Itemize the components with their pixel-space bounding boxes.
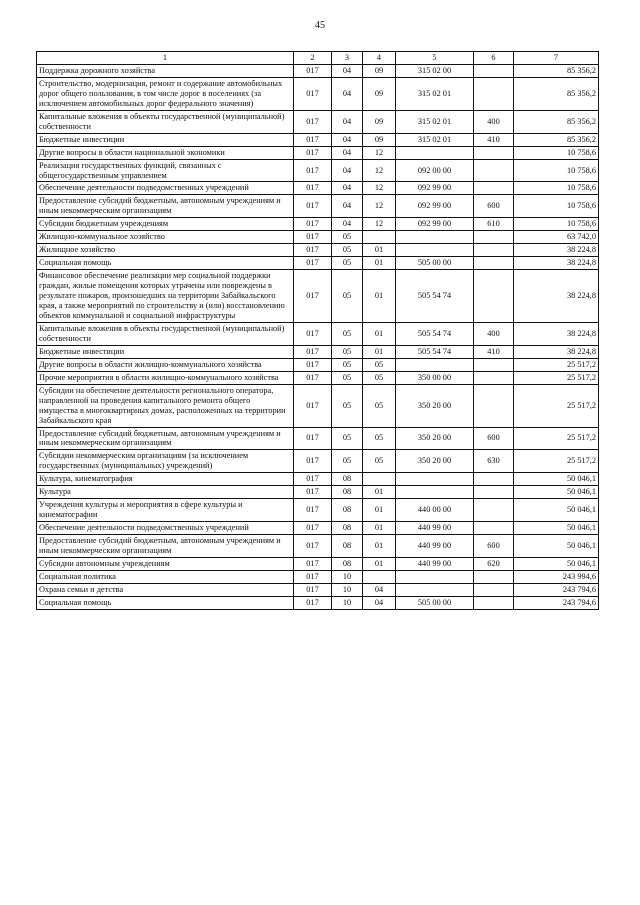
ministry-code-cell: 017 <box>294 146 332 159</box>
row-name-cell: Финансовое обеспечение реализации мер социальной поддержки граждан, жилые помещения которых утрачены или повреждены в результате пожаров, произошедших на территории Забайкальского края, а также мероприятий по строительству и (или) восстановлению объектов коммунальной и социальной инфраструктуры <box>37 270 294 323</box>
subsection-code-cell: 05 <box>363 384 396 427</box>
row-name-cell: Предоставление субсидий бюджетным, автономным учреждениям и иным некоммерческим организациям <box>37 195 294 218</box>
article-code-cell: 505 54 74 <box>396 345 474 358</box>
article-code-cell: 440 00 00 <box>396 499 474 522</box>
expense-type-cell <box>474 64 514 77</box>
table-row <box>37 270 599 323</box>
ministry-code-cell: 017 <box>294 384 332 427</box>
ministry-code-cell: 017 <box>294 77 332 110</box>
row-name-cell: Социальная помощь <box>37 596 294 609</box>
section-code-cell: 05 <box>332 270 363 323</box>
ministry-code-cell: 017 <box>294 358 332 371</box>
table-row <box>37 64 599 77</box>
section-code-cell: 04 <box>332 64 363 77</box>
amount-cell: 50 046,1 <box>514 473 599 486</box>
section-code-cell: 08 <box>332 486 363 499</box>
article-code-cell: 440 99 00 <box>396 535 474 558</box>
section-code-cell: 08 <box>332 557 363 570</box>
section-code-cell: 05 <box>332 427 363 450</box>
ministry-code-cell: 017 <box>294 218 332 231</box>
section-code-cell: 05 <box>332 244 363 257</box>
header-cell: 4 <box>363 52 396 65</box>
expense-type-cell: 410 <box>474 133 514 146</box>
subsection-code-cell: 01 <box>363 522 396 535</box>
ministry-code-cell: 017 <box>294 182 332 195</box>
expense-type-cell <box>474 473 514 486</box>
expense-type-cell: 620 <box>474 557 514 570</box>
row-name-cell: Другие вопросы в области национальной экономики <box>37 146 294 159</box>
article-code-cell <box>396 231 474 244</box>
ministry-code-cell: 017 <box>294 427 332 450</box>
subsection-code-cell: 05 <box>363 427 396 450</box>
table-row <box>37 596 599 609</box>
row-name-cell: Капитальные вложения в объекты государственной (муниципальной) собственности <box>37 322 294 345</box>
row-name-cell: Другие вопросы в области жилищно-коммунального хозяйства <box>37 358 294 371</box>
table-row <box>37 499 599 522</box>
header-cell: 1 <box>37 52 294 65</box>
subsection-code-cell: 09 <box>363 64 396 77</box>
amount-cell: 38 224,8 <box>514 345 599 358</box>
expense-type-cell <box>474 499 514 522</box>
section-code-cell: 10 <box>332 583 363 596</box>
ministry-code-cell: 017 <box>294 133 332 146</box>
table-row <box>37 77 599 110</box>
expense-type-cell: 600 <box>474 195 514 218</box>
amount-cell: 10 758,6 <box>514 159 599 182</box>
expense-type-cell <box>474 371 514 384</box>
article-code-cell: 350 20 00 <box>396 427 474 450</box>
header-cell: 5 <box>396 52 474 65</box>
header-cell: 7 <box>514 52 599 65</box>
article-code-cell: 315 02 01 <box>396 77 474 110</box>
row-name-cell: Учреждения культуры и мероприятия в сфере культуры и кинематографии <box>37 499 294 522</box>
table-row <box>37 583 599 596</box>
row-name-cell: Предоставление субсидий бюджетным, автономным учреждениям и иным некоммерческим организациям <box>37 535 294 558</box>
subsection-code-cell: 01 <box>363 322 396 345</box>
expense-type-cell: 410 <box>474 345 514 358</box>
section-code-cell: 08 <box>332 499 363 522</box>
row-name-cell: Субсидии на обеспечение деятельности регионального оператора, направленной на проведения капитального ремонта общего имущества в многоквартирных домах, расположенных на территории Забайкальского края <box>37 384 294 427</box>
section-code-cell: 10 <box>332 596 363 609</box>
ministry-code-cell: 017 <box>294 570 332 583</box>
subsection-code-cell: 04 <box>363 583 396 596</box>
subsection-code-cell: 12 <box>363 159 396 182</box>
table-row <box>37 218 599 231</box>
amount-cell: 25 517,2 <box>514 371 599 384</box>
ministry-code-cell: 017 <box>294 159 332 182</box>
ministry-code-cell: 017 <box>294 270 332 323</box>
article-code-cell: 092 99 00 <box>396 182 474 195</box>
row-name-cell: Обеспечение деятельности подведомственных учреждений <box>37 522 294 535</box>
article-code-cell: 505 00 00 <box>396 596 474 609</box>
amount-cell: 25 517,2 <box>514 358 599 371</box>
article-code-cell: 315 02 00 <box>396 64 474 77</box>
amount-cell: 10 758,6 <box>514 218 599 231</box>
expense-type-cell: 400 <box>474 110 514 133</box>
section-code-cell: 05 <box>332 231 363 244</box>
subsection-code-cell: 01 <box>363 244 396 257</box>
section-code-cell: 04 <box>332 195 363 218</box>
ministry-code-cell: 017 <box>294 583 332 596</box>
row-name-cell: Поддержка дорожного хозяйства <box>37 64 294 77</box>
subsection-code-cell: 01 <box>363 486 396 499</box>
section-code-cell: 08 <box>332 522 363 535</box>
amount-cell: 85 356,2 <box>514 133 599 146</box>
row-name-cell: Бюджетные инвестиции <box>37 345 294 358</box>
table-row <box>37 322 599 345</box>
expense-type-cell <box>474 77 514 110</box>
subsection-code-cell: 09 <box>363 77 396 110</box>
expense-type-cell <box>474 570 514 583</box>
subsection-code-cell: 01 <box>363 257 396 270</box>
ministry-code-cell: 017 <box>294 244 332 257</box>
table-row <box>37 473 599 486</box>
ministry-code-cell: 017 <box>294 345 332 358</box>
expense-type-cell: 610 <box>474 218 514 231</box>
table-row <box>37 182 599 195</box>
section-code-cell: 04 <box>332 110 363 133</box>
ministry-code-cell: 017 <box>294 557 332 570</box>
table-row <box>37 570 599 583</box>
page-number: 45 <box>315 20 325 31</box>
row-name-cell: Социальная помощь <box>37 257 294 270</box>
header-cell: 6 <box>474 52 514 65</box>
row-name-cell: Субсидии некоммерческим организациям (за исключением государственных (муниципальных) учреждений) <box>37 450 294 473</box>
amount-cell: 25 517,2 <box>514 384 599 427</box>
subsection-code-cell: 01 <box>363 345 396 358</box>
article-code-cell: 505 54 74 <box>396 270 474 323</box>
table-row <box>37 486 599 499</box>
article-code-cell: 350 20 00 <box>396 384 474 427</box>
row-name-cell: Культура <box>37 486 294 499</box>
ministry-code-cell: 017 <box>294 195 332 218</box>
ministry-code-cell: 017 <box>294 110 332 133</box>
row-name-cell: Обеспечение деятельности подведомственных учреждений <box>37 182 294 195</box>
table-row <box>37 257 599 270</box>
amount-cell: 38 224,8 <box>514 270 599 323</box>
amount-cell: 50 046,1 <box>514 486 599 499</box>
subsection-code-cell: 12 <box>363 195 396 218</box>
amount-cell: 85 356,2 <box>514 110 599 133</box>
subsection-code-cell: 01 <box>363 499 396 522</box>
subsection-code-cell: 05 <box>363 450 396 473</box>
amount-cell: 38 224,8 <box>514 322 599 345</box>
expense-type-cell <box>474 231 514 244</box>
table-row <box>37 450 599 473</box>
amount-cell: 25 517,2 <box>514 427 599 450</box>
article-code-cell <box>396 473 474 486</box>
table-row <box>37 244 599 257</box>
article-code-cell: 315 02 01 <box>396 110 474 133</box>
subsection-code-cell: 12 <box>363 218 396 231</box>
row-name-cell: Прочие мероприятия в области жилищно-коммунального хозяйства <box>37 371 294 384</box>
ministry-code-cell: 017 <box>294 257 332 270</box>
section-code-cell: 05 <box>332 358 363 371</box>
expense-type-cell <box>474 358 514 371</box>
subsection-code-cell: 05 <box>363 371 396 384</box>
table-row <box>37 133 599 146</box>
expense-type-cell <box>474 583 514 596</box>
header-cell: 3 <box>332 52 363 65</box>
ministry-code-cell: 017 <box>294 322 332 345</box>
table-row <box>37 146 599 159</box>
table-row <box>37 371 599 384</box>
table-row <box>37 159 599 182</box>
header-cell: 2 <box>294 52 332 65</box>
amount-cell: 10 758,6 <box>514 195 599 218</box>
row-name-cell: Субсидии автономным учреждениям <box>37 557 294 570</box>
article-code-cell: 092 00 00 <box>396 159 474 182</box>
section-code-cell: 04 <box>332 77 363 110</box>
ministry-code-cell: 017 <box>294 450 332 473</box>
subsection-code-cell: 09 <box>363 133 396 146</box>
expense-type-cell <box>474 486 514 499</box>
amount-cell: 38 224,8 <box>514 244 599 257</box>
table-row <box>37 195 599 218</box>
ministry-code-cell: 017 <box>294 596 332 609</box>
row-name-cell: Жилищно-коммунальное хозяйство <box>37 231 294 244</box>
table-row <box>37 535 599 558</box>
article-code-cell: 350 00 00 <box>396 371 474 384</box>
table-row <box>37 231 599 244</box>
subsection-code-cell: 04 <box>363 596 396 609</box>
amount-cell: 85 356,2 <box>514 64 599 77</box>
ministry-code-cell: 017 <box>294 231 332 244</box>
expense-type-cell: 600 <box>474 427 514 450</box>
amount-cell: 50 046,1 <box>514 499 599 522</box>
subsection-code-cell: 01 <box>363 557 396 570</box>
section-code-cell: 04 <box>332 218 363 231</box>
section-code-cell: 05 <box>332 322 363 345</box>
row-name-cell: Реализация государственных функций, связанных с общегосударственным управлением <box>37 159 294 182</box>
expense-type-cell <box>474 146 514 159</box>
section-code-cell: 05 <box>332 345 363 358</box>
amount-cell: 25 517,2 <box>514 450 599 473</box>
row-name-cell: Жилищное хозяйство <box>37 244 294 257</box>
amount-cell: 10 758,6 <box>514 182 599 195</box>
article-code-cell: 440 99 00 <box>396 557 474 570</box>
amount-cell: 243 794,6 <box>514 583 599 596</box>
subsection-code-cell: 12 <box>363 146 396 159</box>
article-code-cell <box>396 244 474 257</box>
row-name-cell: Культура, кинематография <box>37 473 294 486</box>
expense-type-cell <box>474 257 514 270</box>
row-name-cell: Бюджетные инвестиции <box>37 133 294 146</box>
table-row <box>37 345 599 358</box>
section-code-cell: 05 <box>332 257 363 270</box>
article-code-cell: 315 02 01 <box>396 133 474 146</box>
table-row <box>37 110 599 133</box>
section-code-cell: 04 <box>332 159 363 182</box>
article-code-cell: 440 99 00 <box>396 522 474 535</box>
expense-type-cell <box>474 244 514 257</box>
subsection-code-cell <box>363 231 396 244</box>
section-code-cell: 08 <box>332 535 363 558</box>
amount-cell: 38 224,8 <box>514 257 599 270</box>
subsection-code-cell: 01 <box>363 270 396 323</box>
expense-type-cell: 600 <box>474 535 514 558</box>
article-code-cell: 350 20 00 <box>396 450 474 473</box>
row-name-cell: Капитальные вложения в объекты государственной (муниципальной) собственности <box>37 110 294 133</box>
amount-cell: 50 046,1 <box>514 557 599 570</box>
row-name-cell: Социальная политика <box>37 570 294 583</box>
section-code-cell: 05 <box>332 450 363 473</box>
subsection-code-cell: 01 <box>363 535 396 558</box>
expense-type-cell: 630 <box>474 450 514 473</box>
ministry-code-cell: 017 <box>294 486 332 499</box>
table-row <box>37 427 599 450</box>
section-code-cell: 04 <box>332 146 363 159</box>
article-code-cell: 505 00 00 <box>396 257 474 270</box>
article-code-cell <box>396 146 474 159</box>
expense-type-cell <box>474 384 514 427</box>
table-row <box>37 358 599 371</box>
article-code-cell <box>396 583 474 596</box>
section-code-cell: 04 <box>332 133 363 146</box>
subsection-code-cell <box>363 570 396 583</box>
row-name-cell: Охрана семьи и детства <box>37 583 294 596</box>
row-name-cell: Субсидии бюджетным учреждениям <box>37 218 294 231</box>
section-code-cell: 05 <box>332 371 363 384</box>
table-row <box>37 557 599 570</box>
budget-table <box>36 51 599 610</box>
section-code-cell: 10 <box>332 570 363 583</box>
section-code-cell: 04 <box>332 182 363 195</box>
article-code-cell <box>396 570 474 583</box>
table-header-row <box>37 52 599 65</box>
section-code-cell: 05 <box>332 384 363 427</box>
article-code-cell <box>396 486 474 499</box>
ministry-code-cell: 017 <box>294 64 332 77</box>
row-name-cell: Строительство, модернизация, ремонт и содержание автомобильных дорог общего пользования, в том числе дорог в поселениях (за исключением автомобильных дорог федерального значения) <box>37 77 294 110</box>
article-code-cell: 505 54 74 <box>396 322 474 345</box>
subsection-code-cell <box>363 473 396 486</box>
table-row <box>37 522 599 535</box>
ministry-code-cell: 017 <box>294 522 332 535</box>
subsection-code-cell: 05 <box>363 358 396 371</box>
expense-type-cell <box>474 159 514 182</box>
amount-cell: 10 758,6 <box>514 146 599 159</box>
amount-cell: 50 046,1 <box>514 522 599 535</box>
ministry-code-cell: 017 <box>294 499 332 522</box>
article-code-cell: 092 99 00 <box>396 195 474 218</box>
subsection-code-cell: 09 <box>363 110 396 133</box>
amount-cell: 63 742,0 <box>514 231 599 244</box>
article-code-cell <box>396 358 474 371</box>
ministry-code-cell: 017 <box>294 371 332 384</box>
subsection-code-cell: 12 <box>363 182 396 195</box>
expense-type-cell <box>474 596 514 609</box>
row-name-cell: Предоставление субсидий бюджетным, автономным учреждениям и иным некоммерческим организациям <box>37 427 294 450</box>
expense-type-cell <box>474 270 514 323</box>
ministry-code-cell: 017 <box>294 535 332 558</box>
amount-cell: 243 794,6 <box>514 596 599 609</box>
expense-type-cell <box>474 522 514 535</box>
section-code-cell: 08 <box>332 473 363 486</box>
amount-cell: 50 046,1 <box>514 535 599 558</box>
article-code-cell: 092 99 00 <box>396 218 474 231</box>
expense-type-cell: 400 <box>474 322 514 345</box>
expense-type-cell <box>474 182 514 195</box>
amount-cell: 243 994,6 <box>514 570 599 583</box>
ministry-code-cell: 017 <box>294 473 332 486</box>
table-row <box>37 384 599 427</box>
amount-cell: 85 356,2 <box>514 77 599 110</box>
